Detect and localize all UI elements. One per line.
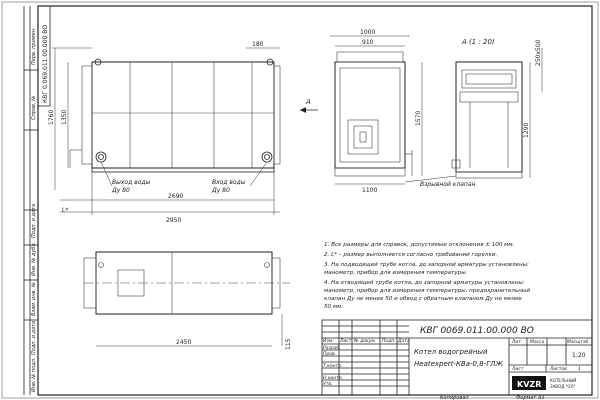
dim-length-2450: 2450 (176, 339, 192, 346)
row-header-izm: Изм. (323, 339, 334, 344)
signer-approve: Утв. (323, 382, 333, 387)
col-scale: Масштаб (567, 340, 589, 345)
col-mass: Масса (530, 340, 545, 345)
dim-l-star: L* (62, 207, 69, 214)
drawing-frame (38, 6, 592, 395)
strip-label-sign2: Подп. и дата (31, 320, 37, 355)
dim-height-1290: 1290 (523, 122, 530, 138)
row-header-list: Лист (340, 339, 352, 344)
dim-width-910: 910 (362, 39, 374, 46)
dim-height-1350: 1350 (61, 109, 68, 125)
strip-label-dub: Инв. № дубл. (31, 241, 37, 276)
notes-block (324, 242, 530, 310)
dim-top-180: 180 (252, 41, 264, 48)
sheets-value: 1 (578, 367, 581, 372)
view-arrow-label: A (306, 98, 311, 106)
side-view (330, 29, 422, 194)
label-explosion-valve: Взрывной клапан (420, 181, 476, 188)
dim-height-1570: 1570 (415, 110, 422, 126)
row-header-date: Дата (398, 339, 410, 344)
note-line: клапан Ду не менее 50 и обвод с обратным клапаном Ду не менее (324, 296, 522, 302)
col-lit: Лит. (512, 340, 523, 345)
strip-label-sign1: Подп. и дата (31, 203, 37, 238)
front-view (48, 41, 318, 224)
note-line: 3. На подводящей трубе котла, до запорной арматуры установлены: (324, 262, 529, 268)
label-inlet: Вход воды (212, 179, 246, 186)
signer-developer: Разраб. (323, 346, 341, 351)
company-line1: КОТЕЛЬНЫЙ (550, 378, 577, 383)
dim-length-2950: 2950 (166, 217, 182, 224)
dim-length-2690: 2690 (168, 193, 184, 200)
dim-width-1000: 1000 (360, 29, 376, 36)
label-outlet-dn: Ду 80 (112, 187, 130, 194)
company-line2: ЗАВОД "ОЛ" (550, 384, 576, 389)
note-line: 50 мм. (324, 304, 344, 310)
dim-base-1100: 1100 (362, 187, 378, 194)
scale-value: 1:20 (572, 352, 586, 359)
view-a-title: А (1 : 20) (462, 38, 495, 46)
title-line1: Котел водогрейный (414, 348, 488, 356)
strip-label-replace: Взам. инв. № (31, 282, 37, 316)
sheet-label: Лист (512, 367, 524, 372)
dim-height-1760: 1760 (48, 109, 55, 125)
top-view (84, 252, 292, 350)
sheets-label: Листов (550, 367, 567, 372)
signer-checker: Пров. (323, 352, 337, 357)
signer-ncontrol: Н.контр. (323, 376, 344, 381)
strip-label-ref: Справ. № (31, 95, 37, 120)
view-a (405, 38, 542, 188)
doc-number: КВГ 0069.011.00.000 ВО (420, 326, 534, 336)
copied-label: Копировал (440, 395, 469, 400)
row-header-doc: № докум. (354, 339, 377, 344)
format-label: Формат А3 (516, 395, 545, 400)
dim-side-115: 115 (285, 338, 292, 350)
signer-tcontrol: Т.контр. (323, 364, 343, 369)
label-inlet-dn: Ду 80 (212, 187, 230, 194)
row-header-sign: Подп. (382, 339, 396, 344)
title-line2: Heatexpert-КВа-0,8-ГЛЖ (414, 360, 503, 368)
doc-number-rotated: КВГ 0.069.011.00.000 ВО (42, 24, 49, 103)
company-logo (512, 376, 576, 390)
note-line: 2. L* – размер выполняется согласно требований горелки. (324, 252, 498, 258)
logo-text: KVZR (517, 380, 542, 389)
label-outlet: Выход воды (112, 179, 151, 186)
strip-label-first-use: Перв. примен. (31, 27, 37, 65)
note-line: манометр, прибор для измерения температуры. (324, 270, 468, 276)
note-line: манометр, прибор для измерения температуры, предохранительный (324, 288, 530, 294)
strip-label-inv: Инв. № подл. (31, 357, 37, 392)
dim-top-250x500: 250х500 (535, 39, 542, 66)
note-line: 1. Все размеры для справок, допустимые отклонения ± 100 мм. (324, 242, 515, 248)
note-line: 4. На отводящей трубе котла, до запорной арматуры установлены: (324, 280, 525, 286)
